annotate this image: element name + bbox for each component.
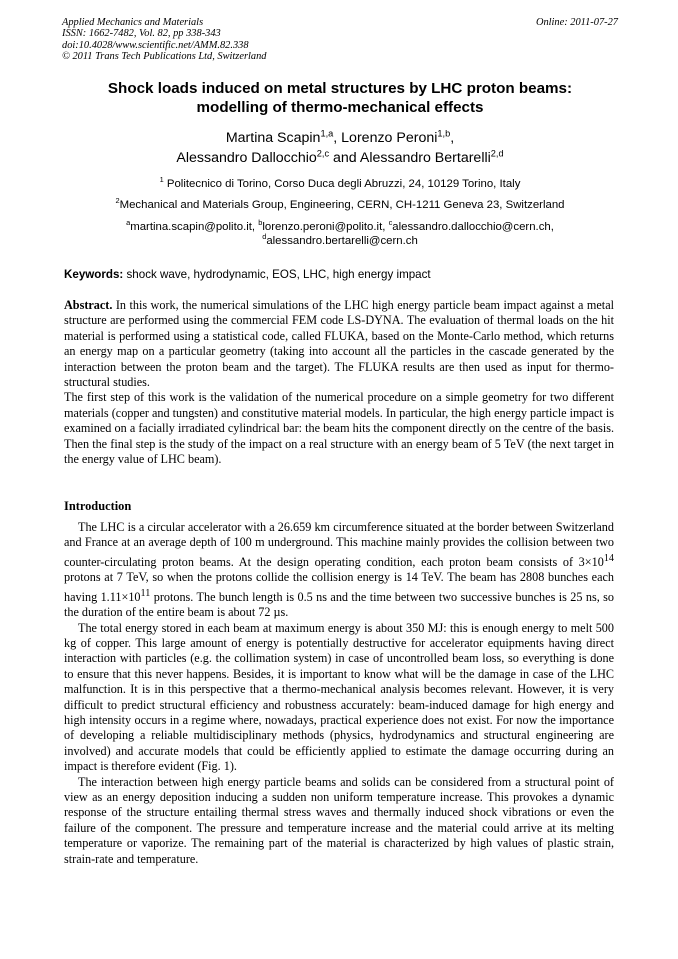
- affiliation-1: [62, 177, 618, 191]
- email-peroni: lorenzo.peroni@polito.it,: [262, 221, 389, 233]
- paper-title: [62, 79, 618, 117]
- email-line-2: [62, 234, 618, 248]
- email-line-1: [62, 220, 618, 234]
- abstract: [64, 298, 614, 467]
- abstract-label: Abstract.: [64, 298, 113, 312]
- keywords-label: Keywords:: [64, 268, 124, 281]
- keywords-text: shock wave, hydrodynamic, EOS, LHC, high energy impact: [123, 268, 431, 281]
- online-date: Online: 2011-07-27: [535, 17, 618, 28]
- exponent: 11: [140, 587, 151, 599]
- copyright-line: © 2011 Trans Tech Publications Ltd, Switzerland: [62, 51, 267, 63]
- abstract-text: In this work, the numerical simulations of the LHC high energy particle beam impact against a metal structure are performed using the commercial FEM code LS-DYNA. The evaluation of thermal loads on the hit material is performed using a statistical code, called FLUKA, based on the Monte-Carlo method, which returns an energy map on a particular geometry (taking into account all the particles in the cascade generated by the interaction between the proton beam and the target). The FLUKA results are then used as input for thermo-structural studies.: [64, 298, 614, 390]
- authors-line-1: Martina Scapin$^{1,a}$, Lorenzo Peroni$^{1,b}$,: [225, 128, 455, 146]
- title-line-2: modelling of thermo-mechanical effects: [196, 99, 484, 116]
- author-peroni: Lorenzo Peroni: [341, 130, 438, 146]
- intro-paragraph-3: The interaction between high energy particle beams and solids can be considered from a structural point of view as an energy deposition inducing a sudden non uniform temperature increase. This provokes a dynamic response of the structure entailing thermal stress waves and thermally induced shock vibrations or even the failure of the component. The pressure and temperature increase and the material could arrive at its melting temperature or vaporize. The remaining part of the material is characterized by high values of plastic strain, strain-rate and temperature.: [64, 774, 614, 866]
- aff-sup: 1: [159, 175, 164, 185]
- author-scapin: Martina Scapin: [225, 130, 321, 146]
- author-sup: 1,a: [320, 128, 334, 139]
- keywords: [64, 268, 618, 282]
- intro-paragraph-2: The total energy stored in each beam at maximum energy is about 350 MJ: this is enough energy to melt 500 kg of copper. This large amount of energy is potentially destructive for accelerator equipments having direct interaction with particles (e.g. the collimation system) in case of uncontrolled beam loss, so everything is done to ensure that this never happens. Besides, it is important to know what will be the damage in case of the LHC malfunction. It is in this perspective that a thermo-mechanical analysis becomes relevant. However, it is very difficult to predict structural efficiency and robustness accurately: beam-induced damage for high energy and high intensity occurs in a regime where, nowadays, practical experience does not exist. For now the importance of developing a reliable multidisciplinary methods (physics, hydrodynamics and structural engineering are involved) and accurate models that could be efficiently applied to estimate the damage occurring during an impact is therefore evident (Fig. 1).: [64, 620, 614, 774]
- author-sup: 2,c: [316, 148, 330, 159]
- email-sup: d: [262, 232, 267, 242]
- email-scapin: martina.scapin@polito.it,: [130, 221, 259, 233]
- intro-text: protons. The bunch length is 0.5 ns and the time between two successive bunches is 25 ns, so the duration of the entire beam is about 72 µs.: [64, 589, 615, 620]
- abstract-paragraph-2: The first step of this work is the validation of the numerical procedure on a simple geometry for two different materials (copper and tungsten) and constitutive material models. In particular, the high energy particle impact is examined on a facially irradiated cylindrical bar: the beam hits the component directly on the centre of the basis. Then the final step is the study of the impact on a real structure with an energy beam of 5 TeV (the next target in the energy value of LHC beam).: [64, 390, 614, 467]
- exponent: 14: [603, 552, 614, 564]
- issn-line: ISSN: 1662-7482, Vol. 82, pp 338-343: [62, 28, 221, 40]
- aff-text: Mechanical and Materials Group, Engineering, CERN, CH-1211 Geneva 23, Switzerland: [119, 199, 565, 211]
- author-and: and: [333, 150, 357, 166]
- email-bertarelli: alessandro.bertarelli@cern.ch: [266, 235, 418, 247]
- author-bertarelli: Alessandro Bertarelli: [359, 150, 491, 166]
- author-sup: 2,d: [490, 148, 504, 159]
- journal-name: Applied Mechanics and Materials: [62, 17, 204, 28]
- email-sup: b: [258, 218, 263, 228]
- abstract-paragraph-1: [64, 298, 614, 390]
- author-dallocchio: Alessandro Dallocchio: [176, 150, 317, 166]
- intro-paragraph-1: [64, 520, 614, 621]
- introduction-heading: Introduction: [64, 499, 132, 513]
- email-list: [62, 220, 618, 248]
- email-dallocchio: alessandro.dallocchio@cern.ch,: [392, 221, 554, 233]
- email-sup: a: [126, 218, 131, 228]
- authors-line-2: [62, 148, 618, 168]
- author-list: [62, 128, 618, 168]
- journal-header: [62, 17, 618, 63]
- intro-text: protons at 7 TeV, so when the protons collide the collision energy is 14 TeV. The beam has 2808 bunches each having 1.11×10: [64, 570, 614, 604]
- aff-sup: 2: [115, 196, 120, 206]
- introduction-body: [64, 520, 614, 867]
- doi-line: doi:10.4028/www.scientific.net/AMM.82.338: [62, 39, 249, 51]
- author-sup: 1,b: [437, 128, 451, 139]
- affiliation-2: [62, 198, 618, 212]
- email-sup: c: [388, 218, 393, 228]
- title-line-1: Shock loads induced on metal structures by LHC proton beams:: [107, 80, 573, 97]
- intro-text: The LHC is a circular accelerator with a 26.659 km circumference situated at the border between Switzerland and France at an average depth of 100 m underground. This machine mainly provides the collision between two counter-circulating proton beams. At the design operating condition, each proton beam consists of 3×10: [64, 520, 614, 569]
- aff-text: Politecnico di Torino, Corso Duca degli Abruzzi, 24, 10129 Torino, Italy: [166, 178, 521, 190]
